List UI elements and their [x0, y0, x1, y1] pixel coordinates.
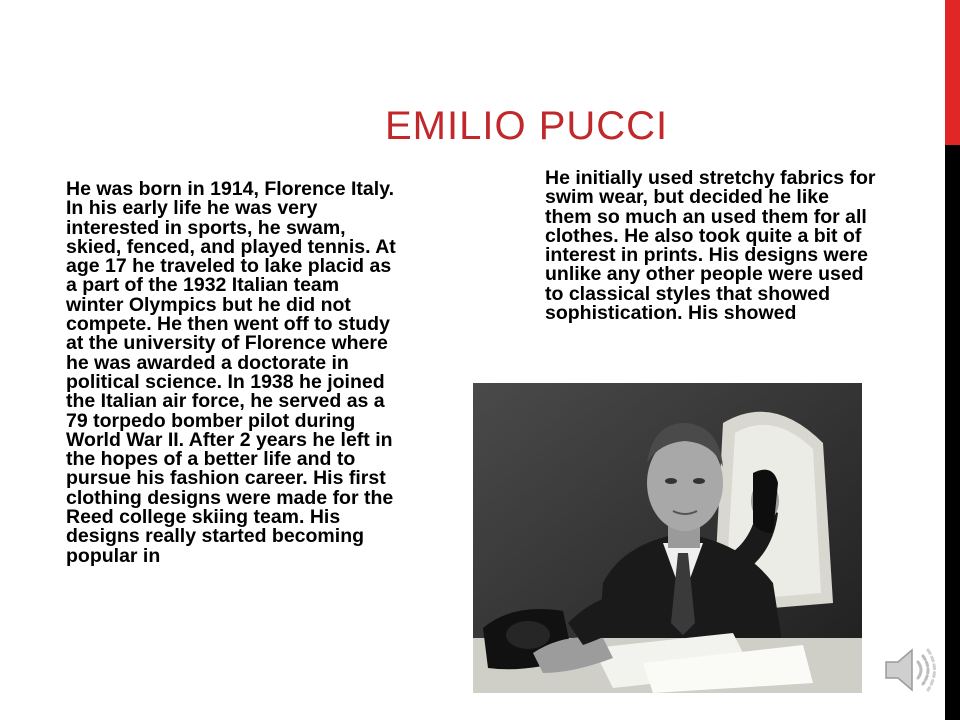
left-text-block: He was born in 1914, Florence Italy. In his early life he was very interested in sports, he swam, skied, fenced, and played tennis. At age 17 he traveled to lake placid as a part of the 1932 Italian team winter Olympics but he did not compete. He then went off to study at the university of Florence where he was awarded a doctorate in political science. In 1938 he joined the Italian air force, he served as a 79 torpedo bomber pilot during World War II. After 2 years he left in the hopes of a better life and to pursue his fashion career. His first clothing designs were made for the Reed college skiing team. His designs really started becoming popular in — [66, 180, 396, 567]
speaker-icon[interactable] — [880, 640, 940, 700]
portrait-photo — [473, 383, 862, 693]
accent-bar-black — [945, 145, 960, 720]
slide-title: EMILIO PUCCI — [385, 104, 669, 148]
accent-bar-red — [945, 0, 960, 145]
right-text-block: He initially used stretchy fabrics for swim wear, but decided he like them so much an used them for all clothes. He also took quite a bit of interest in prints. His designs were unlike any other people were used to classical styles that showed sophistication. His showed — [545, 169, 876, 325]
